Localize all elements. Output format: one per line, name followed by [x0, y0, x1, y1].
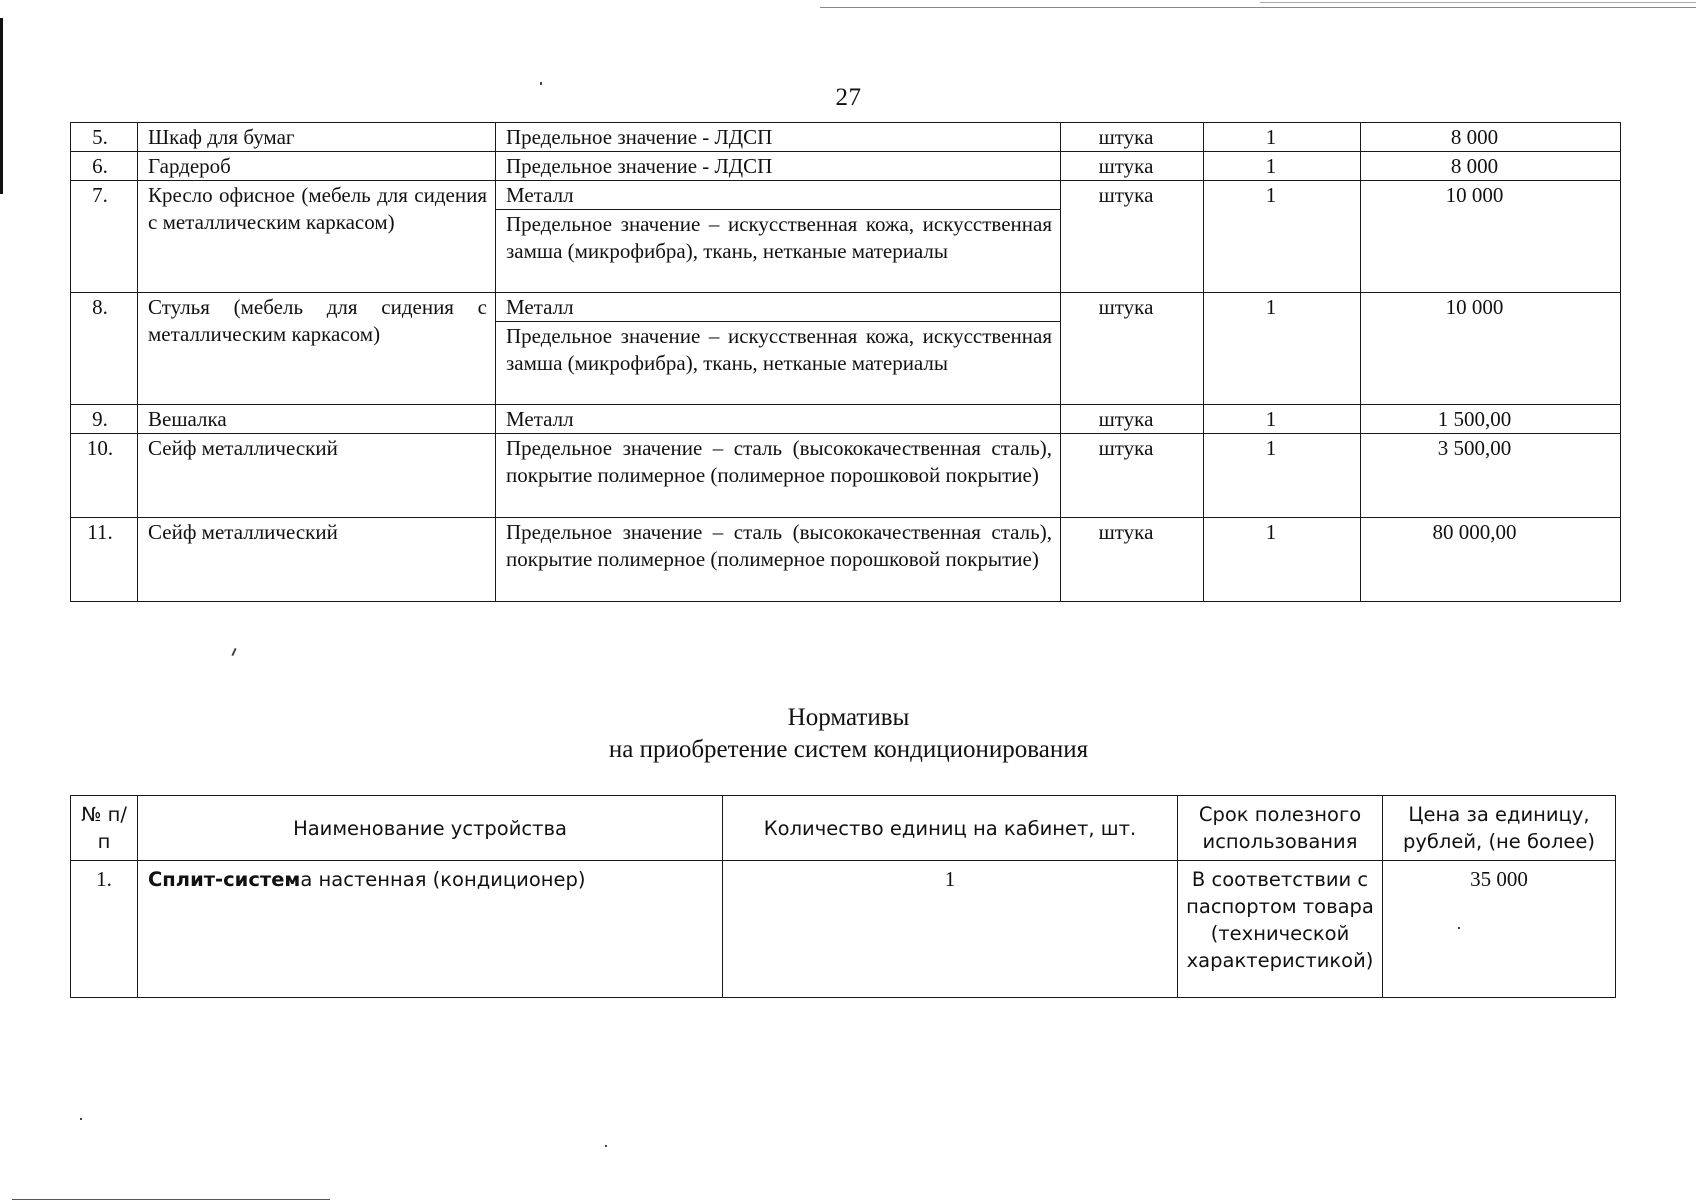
page-number: 27 [835, 84, 862, 111]
row-number: 11. [71, 518, 138, 602]
material-text: Предельное значение – сталь (высококачественная сталь), покрытие полимерное (полимерное порошковой покрытие) [506, 520, 1052, 571]
item-name: Шкаф для бумаг [138, 123, 496, 152]
material-text: Металл [506, 407, 574, 431]
table-row [71, 434, 1621, 518]
table-row [71, 518, 1621, 602]
column-header-term: Срок полезного использования [1178, 796, 1383, 861]
column-header-price: Цена за единицу, рублей, (не более) [1383, 796, 1616, 861]
row-number: 9. [71, 405, 138, 434]
item-price: 8 000 [1361, 123, 1621, 152]
scan-top-line [820, 7, 1696, 8]
item-name: Вешалка [138, 405, 496, 434]
table-row [71, 123, 1621, 152]
material-text: Предельное значение – искусственная кожа, искусственная замша (микрофибра), ткань, нетканые материалы [506, 324, 1052, 375]
item-price: 8 000 [1361, 152, 1621, 181]
row-number: 8. [71, 293, 138, 405]
item-material [496, 152, 1061, 181]
item-unit: штука [1061, 181, 1204, 293]
item-unit: штука [1061, 405, 1204, 434]
table-header-row [71, 796, 1616, 861]
item-name: Сейф металлический [138, 518, 496, 602]
item-quantity: 1 [1204, 434, 1361, 518]
row-number: 7. [71, 181, 138, 293]
item-quantity: 1 [1204, 152, 1361, 181]
item-price: 10 000 [1361, 181, 1621, 293]
item-price: 10 000 [1361, 293, 1621, 405]
item-unit: штука [1061, 434, 1204, 518]
device-name [138, 861, 723, 998]
column-header-number: № п/п [71, 796, 138, 861]
material-text: Металл [496, 293, 1060, 322]
scan-speck [80, 1118, 82, 1120]
device-name-rest: а настенная (кондиционер) [300, 868, 586, 891]
material-text: Предельное значение - ЛДСП [506, 154, 773, 178]
item-name: Кресло офисное (мебель для сидения с металлическим каркасом) [138, 181, 496, 293]
table-row [71, 293, 1621, 405]
table-row [71, 405, 1621, 434]
scan-speck [605, 1145, 607, 1147]
item-quantity: 1 [1204, 293, 1361, 405]
material-text: Предельное значение - ЛДСП [506, 125, 773, 149]
item-material [496, 181, 1061, 293]
table-row [71, 152, 1621, 181]
row-number: 6. [71, 152, 138, 181]
air-conditioning-table [70, 795, 1616, 998]
item-material [496, 434, 1061, 518]
material-text: Предельное значение – искусственная кожа, искусственная замша (микрофибра), ткань, нетканые материалы [506, 212, 1052, 263]
material-text: Предельное значение – сталь (высококачественная сталь), покрытие полимерное (полимерное порошковой покрытие) [506, 436, 1052, 487]
item-quantity: 1 [1204, 181, 1361, 293]
item-quantity: 1 [1204, 518, 1361, 602]
item-name: Гардероб [138, 152, 496, 181]
furniture-table [70, 122, 1621, 602]
device-price: 35 000 [1383, 861, 1616, 998]
item-name: Стулья (мебель для сидения с металлическим каркасом) [138, 293, 496, 405]
device-name-bold: Сплит-систем [148, 868, 301, 891]
scan-top-line [1260, 2, 1696, 3]
item-material [496, 123, 1061, 152]
item-unit: штука [1061, 518, 1204, 602]
column-header-name: Наименование устройства [138, 796, 723, 861]
item-price: 3 500,00 [1361, 434, 1621, 518]
row-number: 1. [71, 861, 138, 998]
item-material [496, 518, 1061, 602]
table-row [71, 181, 1621, 293]
section-title: Нормативы [787, 704, 910, 731]
item-unit: штука [1061, 152, 1204, 181]
table-row [71, 861, 1616, 998]
scan-speck [231, 648, 236, 656]
item-material [496, 405, 1061, 434]
device-term: В соответствии с паспортом товара (технической характеристикой) [1178, 861, 1383, 998]
row-number: 10. [71, 434, 138, 518]
material-text: Металл [496, 181, 1060, 210]
column-header-quantity: Количество единиц на кабинет, шт. [723, 796, 1178, 861]
item-material [496, 293, 1061, 405]
item-price: 80 000,00 [1361, 518, 1621, 602]
row-number: 5. [71, 123, 138, 152]
item-quantity: 1 [1204, 405, 1361, 434]
item-unit: штука [1061, 293, 1204, 405]
item-quantity: 1 [1204, 123, 1361, 152]
item-price: 1 500,00 [1361, 405, 1621, 434]
section-subtitle: на приобретение систем кондиционирования [608, 736, 1089, 763]
item-unit: штука [1061, 123, 1204, 152]
device-quantity: 1 [723, 861, 1178, 998]
item-name: Сейф металлический [138, 434, 496, 518]
